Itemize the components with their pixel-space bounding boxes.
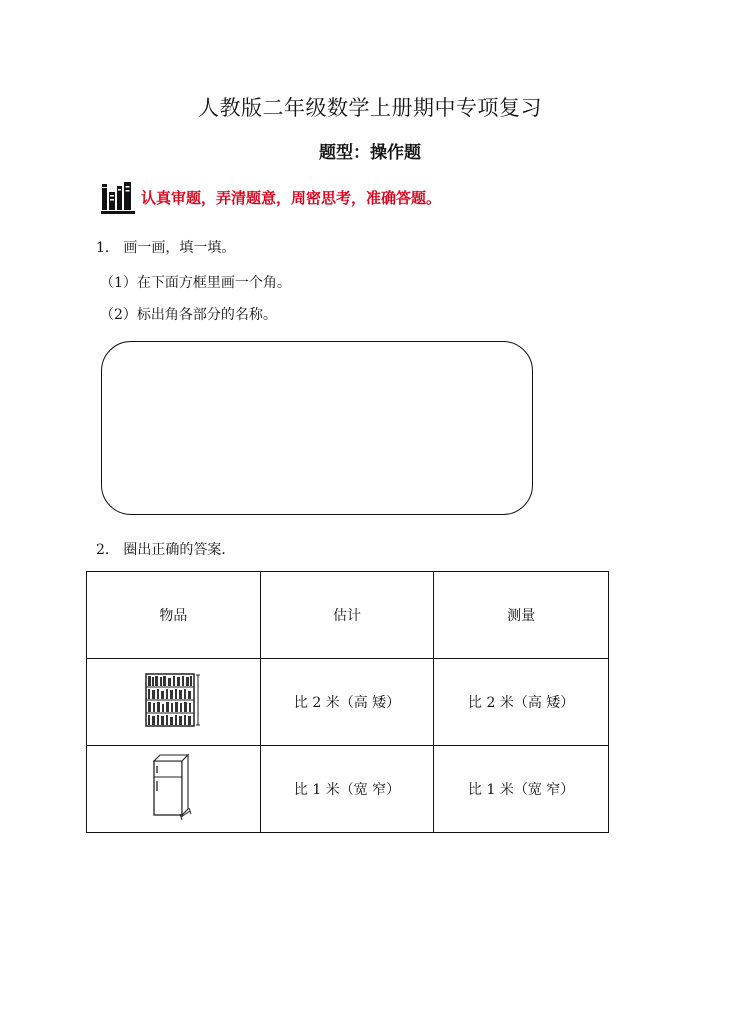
question-1-part-2: （2）标出角各部分的名称。 <box>100 307 277 323</box>
estimate-cell[interactable]: 比 1 米（宽 窄） <box>260 746 434 833</box>
answer-table <box>86 571 609 833</box>
refrigerator-icon <box>148 751 198 823</box>
measure-cell[interactable]: 比 1 米（宽 窄） <box>434 746 609 833</box>
page-subtitle: 题型：操作题 <box>319 143 421 163</box>
question-2-stem: 2． 圈出正确的答案． <box>96 542 236 558</box>
table-row <box>87 659 609 746</box>
header-estimate: 估计 <box>260 572 434 659</box>
header-measure: 测量 <box>434 572 609 659</box>
question-1-stem: 1． 画一画，填一填。 <box>96 240 236 256</box>
bookshelf-icon <box>143 671 203 729</box>
drawing-box[interactable] <box>101 341 533 515</box>
header-item: 物品 <box>87 572 261 659</box>
question-1-part-1: （1）在下面方框里画一个角。 <box>100 275 291 291</box>
tip-text: 认真审题，弄清题意，周密思考，准确答题。 <box>141 189 442 207</box>
measure-cell[interactable]: 比 2 米（高 矮） <box>434 659 609 746</box>
estimate-cell[interactable]: 比 2 米（高 矮） <box>260 659 434 746</box>
table-row <box>87 746 609 833</box>
item-cell <box>87 659 261 746</box>
table-header-row <box>87 572 609 659</box>
books-icon <box>101 180 135 214</box>
item-cell <box>87 746 261 833</box>
page-title: 人教版二年级数学上册期中专项复习 <box>198 96 542 120</box>
